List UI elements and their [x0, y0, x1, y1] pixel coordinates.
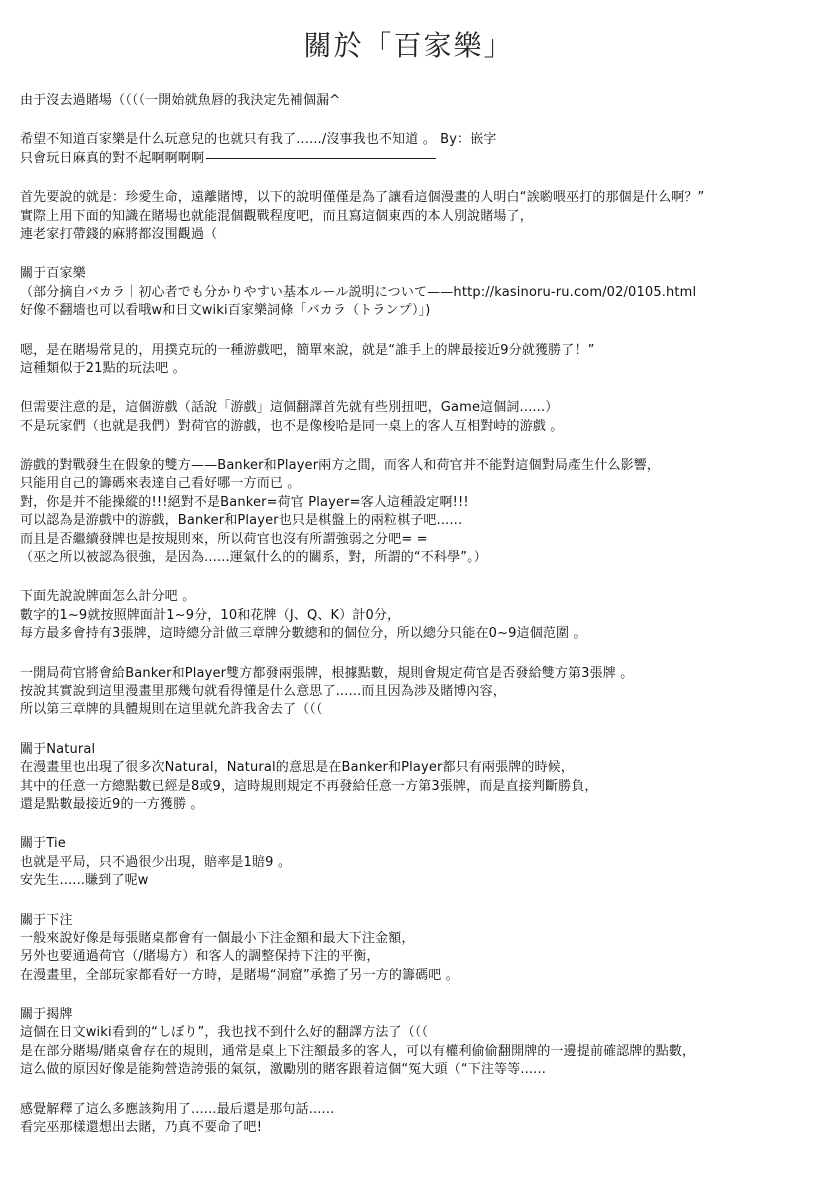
text-line — [20, 531, 805, 549]
text-line — [20, 418, 805, 436]
text-line-content: 連老家打帶錢的麻將都沒围觀過（ — [20, 226, 218, 242]
paragraph — [20, 665, 805, 720]
text-line-content: 只能用自己的籌碼來表達自己看好哪一方而已 。 — [20, 476, 301, 492]
text-line — [20, 265, 805, 283]
text-line-content: 每方最多會持有3張牌，這時總分計做三章牌分數總和的個位分，所以總分只能在0~9這個范圍 。 — [20, 626, 587, 642]
text-line — [20, 741, 805, 759]
text-line — [20, 342, 805, 360]
text-line — [20, 512, 805, 530]
text-line-content: 游戲的對戰發生在假象的雙方——Banker和Player兩方之間，而客人和荷官并不能對這個對局產生什么影響， — [20, 458, 661, 474]
text-line-content: 關于下注 — [20, 912, 73, 928]
text-line-content: 關于Tie — [20, 836, 66, 852]
text-line — [20, 1006, 805, 1024]
paragraph — [20, 342, 805, 379]
text-line — [20, 796, 805, 814]
text-line-content: 關于百家樂 — [20, 266, 86, 282]
text-line-content: 不是玩家們（也就是我們）對荷官的游戲，也不是像梭哈是同一桌上的客人互相對峙的游戲 。 — [20, 418, 564, 434]
text-line-content: 看完巫那樣還想出去賭，乃真不要命了吧! — [20, 1120, 263, 1136]
paragraph — [20, 457, 805, 567]
paragraph — [20, 835, 805, 890]
text-line-content: 在漫畫里，全部玩家都看好一方時，是賭場“洞窟”承擔了另一方的籌碼吧 。 — [20, 967, 459, 983]
text-line-content: 是在部分賭場/賭桌會存在的規則，通常是桌上下注額最多的客人，可以有權利偷偷翻開牌的一邊提前確認牌的點數， — [20, 1043, 696, 1059]
text-line — [20, 208, 805, 226]
text-line — [20, 1061, 805, 1079]
text-line-content: 數字的1~9就按照牌面計1~9分，10和花牌（J、Q、K）計0分， — [20, 607, 401, 623]
paragraph — [20, 189, 805, 244]
text-line — [20, 759, 805, 777]
paragraph — [20, 399, 805, 436]
text-line-content: 希望不知道百家樂是什么玩意兒的也就只有我了....../沒事我也不知道 。 By：嵌字 — [20, 132, 497, 148]
text-line — [20, 302, 805, 320]
text-line — [20, 457, 805, 475]
text-line — [20, 967, 805, 985]
text-line-content: 安先生......賺到了呢w — [20, 873, 149, 889]
text-line — [20, 854, 805, 872]
paragraph — [20, 265, 805, 320]
text-line — [20, 1043, 805, 1061]
text-line — [20, 226, 805, 244]
text-line-content: 關于揭牌 — [20, 1007, 73, 1023]
paragraph — [20, 741, 805, 815]
text-line — [20, 665, 805, 683]
text-line — [20, 494, 805, 512]
text-line-content: 其中的任意一方總點數已經是8或9，這時規則規定不再發給任意一方第3張牌，而是直接判斷勝負， — [20, 778, 598, 794]
text-line-content: （巫之所以被認為很強，是因為......運氣什么的的關系，對，所謂的“不科學”。） — [20, 550, 487, 566]
text-line-content: 另外也要通過荷官（/賭場方）和客人的調整保持下注的平衡， — [20, 949, 380, 965]
text-line — [20, 92, 805, 110]
text-line — [20, 284, 805, 302]
paragraph — [20, 912, 805, 986]
text-line — [20, 701, 805, 719]
text-line-content: 而且是否繼續發牌也是按規則來，所以荷官也沒有所謂強弱之分吧= = — [20, 531, 428, 547]
text-line — [20, 1024, 805, 1042]
text-line — [20, 399, 805, 417]
text-line — [20, 360, 805, 378]
text-line-content: 對，你是并不能操縱的!!!絕對不是Banker=荷官 Player=客人這種設定啊!!! — [20, 494, 469, 510]
text-line-content: 但需要注意的是，這個游戲（話說「游戲」這個翻譯首先就有些別扭吧，Game這個詞......） — [20, 400, 559, 416]
text-line — [20, 549, 805, 567]
paragraph — [20, 92, 805, 110]
paragraph — [20, 1006, 805, 1080]
text-line-content: 嗯，是在賭場常見的，用撲克玩的一種游戲吧，簡單來說，就是“誰手上的牌最接近9分就獲勝了！” — [20, 342, 595, 358]
underline-rule — [206, 158, 436, 159]
text-line-content: 按說其實說到這里漫畫里那幾句就看得懂是什么意思了......而且因為涉及賭博內容， — [20, 683, 506, 699]
text-line-content: 只會玩日麻真的對不起啊啊啊啊 — [20, 150, 205, 166]
text-line-content: 這么做的原因好像是能夠營造誇張的氣氛，激勵別的賭客跟着這個“冤大頭（“下注等等...... — [20, 1062, 547, 1078]
text-line — [20, 948, 805, 966]
paragraph — [20, 1101, 805, 1138]
text-line — [20, 588, 805, 606]
text-line — [20, 1119, 805, 1137]
text-line — [20, 778, 805, 796]
text-line-content: 可以認為是游戲中的游戲，Banker和Player也只是棋盤上的兩粒棋子吧...... — [20, 513, 463, 529]
text-line — [20, 912, 805, 930]
text-line-content: 還是點數最接近9的一方獲勝 。 — [20, 796, 204, 812]
document-body — [20, 92, 805, 1158]
text-line-content: 關于Natural — [20, 741, 96, 757]
page-title: 關於「百家樂」 — [303, 29, 514, 62]
text-line-content: 一般來說好像是每張賭桌都會有一個最小下注金額和最大下注金額， — [20, 930, 415, 946]
text-line-content: 也就是平局，只不過很少出現，賠率是1賠9 。 — [20, 854, 291, 870]
text-line — [20, 189, 805, 207]
text-line-content: 下面先說說牌面怎么計分吧 。 — [20, 589, 196, 605]
text-line-content: （部分摘自バカラ｜初心者でも分かりやすい基本ルール説明について——http://kasinoru-ru.com/02/0105.html — [20, 284, 697, 300]
text-line — [20, 150, 805, 168]
text-line-content: 感覺解釋了這么多應該夠用了......最后還是那句話...... — [20, 1101, 335, 1117]
text-line-content: 這個在日文wiki看到的“しぼり”，我也找不到什么好的翻譯方法了（（（ — [20, 1025, 429, 1041]
text-line-content: 首先要說的就是：珍愛生命，遠離賭博，以下的說明僅僅是為了讓看這個漫畫的人明白“誒喲喂巫打的那個是什么啊？” — [20, 190, 705, 206]
text-line-content: 在漫畫里也出現了很多次Natural，Natural的意思是在Banker和Player都只有兩張牌的時候， — [20, 760, 574, 776]
text-line — [20, 1101, 805, 1119]
text-line — [20, 625, 805, 643]
text-line-content: 所以第三章牌的具體規則在這里就允許我舍去了（（（ — [20, 702, 323, 718]
text-line-content: 實際上用下面的知識在賭場也就能混個觀戰程度吧，而且寫這個東西的本人別說賭場了， — [20, 208, 533, 224]
text-line-content: 一開局荷官將會給Banker和Player雙方都發兩張牌，根據點數，規則會規定荷官是否發給雙方第3張牌 。 — [20, 665, 634, 681]
text-line — [20, 835, 805, 853]
text-line — [20, 930, 805, 948]
paragraph — [20, 131, 805, 168]
text-line — [20, 475, 805, 493]
text-line-content: 由于沒去過賭場（（（（一開始就魚唇的我決定先補個漏^ — [20, 93, 341, 108]
text-line-content: 好像不翻墻也可以看哦w和日文wiki百家樂詞條「バカラ（トランプ）」) — [20, 303, 431, 319]
text-line — [20, 872, 805, 890]
text-line — [20, 607, 805, 625]
text-line — [20, 683, 805, 701]
paragraph — [20, 588, 805, 643]
text-line — [20, 131, 805, 149]
text-line-content: 這種類似于21點的玩法吧 。 — [20, 360, 186, 376]
